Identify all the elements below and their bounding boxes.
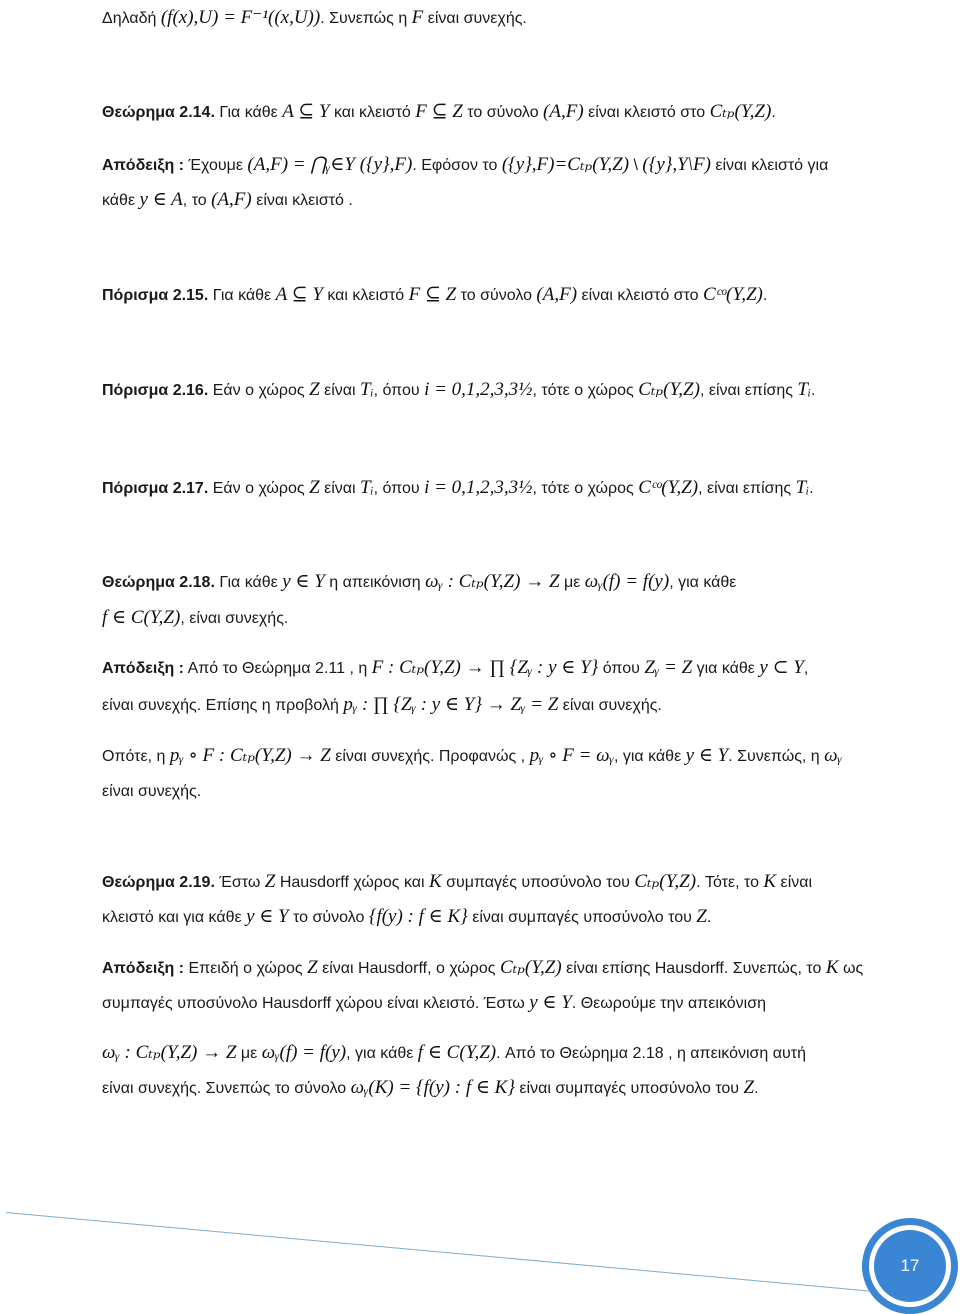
text-line xyxy=(102,285,767,306)
text-run: Επειδή ο χώρος xyxy=(184,960,308,977)
math-expression: i = 0,1,2,3,3½ xyxy=(424,379,533,400)
text-run: είναι συνεχής. xyxy=(102,783,202,800)
text-line xyxy=(102,695,662,716)
text-run: είναι κλειστό στο xyxy=(577,287,703,304)
text-run: , για κάθε xyxy=(669,574,737,591)
text-line xyxy=(102,190,353,211)
text-line xyxy=(102,8,527,29)
text-line xyxy=(102,102,776,123)
text-run: είναι συμπαγές υποσύνολο του xyxy=(514,1080,744,1097)
math-expression: (A,F) xyxy=(536,284,578,305)
math-expression: F xyxy=(411,7,424,28)
statement-heading: Απόδειξη : xyxy=(102,660,184,677)
statement-heading: Πόρισμα 2.17. xyxy=(102,480,209,497)
math-expression: F ⊆ Z xyxy=(415,101,463,122)
math-expression: y ∈ Y xyxy=(685,745,729,766)
math-expression: Z xyxy=(309,379,320,400)
math-expression: Cₜₚ(Y,Z) xyxy=(638,379,700,400)
statement-heading: Απόδειξη : xyxy=(102,157,184,174)
math-expression: Zᵧ = Z xyxy=(644,657,693,678)
text-run: Έστω xyxy=(214,874,265,891)
text-run: Από το Θεώρημα 2.11 , η xyxy=(184,660,372,677)
text-run: ως xyxy=(838,960,864,977)
text-run: . xyxy=(811,382,816,399)
text-run: είναι συνεχής. xyxy=(423,10,527,27)
math-expression: pᵧ ∘ F : Cₜₚ(Y,Z) → Z xyxy=(169,745,331,766)
text-line xyxy=(102,380,815,401)
math-expression: Z xyxy=(309,477,320,498)
text-run: . Εφόσον το xyxy=(412,157,502,174)
statement-heading: Θεώρημα 2.19. xyxy=(102,874,215,891)
text-run: , τότε ο χώρος xyxy=(532,480,639,497)
text-run: , όπου xyxy=(373,382,425,399)
text-run: είναι συνεχής. Προφανώς , xyxy=(330,748,530,765)
math-expression: Cᶜᵒ(Y,Z) xyxy=(638,477,699,498)
statement-heading: Θεώρημα 2.14. xyxy=(102,104,215,121)
text-run: , είναι επίσης xyxy=(698,480,796,497)
text-run: , xyxy=(803,660,809,677)
math-expression: ωᵧ : Cₜₚ(Y,Z) → Z xyxy=(425,571,560,592)
text-run: , για κάθε xyxy=(613,748,686,765)
text-run: είναι κλειστό στο xyxy=(583,104,710,121)
text-run: Δηλαδή xyxy=(102,10,161,27)
math-expression: ({y},F)=Cₜₚ(Y,Z) xyxy=(501,154,630,175)
math-expression: Cₜₚ(Y,Z) xyxy=(634,871,697,892)
text-line xyxy=(102,958,863,979)
math-expression: i = 0,1,2,3,3½ xyxy=(424,477,533,498)
text-line xyxy=(102,993,766,1014)
text-run: είναι συνεχής. Επίσης η προβολή xyxy=(102,697,344,714)
text-line xyxy=(102,907,711,928)
math-expression: Z xyxy=(307,957,318,978)
text-line xyxy=(102,155,828,176)
math-expression: A ⊆ Y xyxy=(282,101,330,122)
text-run: , είναι επίσης xyxy=(699,382,798,399)
text-run: με xyxy=(236,1045,262,1062)
text-run: είναι xyxy=(319,382,361,399)
math-expression: (f(x),U) = F⁻¹((x,U)) xyxy=(160,7,321,28)
statement-heading: Πόρισμα 2.16. xyxy=(102,382,209,399)
text-run: είναι xyxy=(776,874,813,891)
text-line xyxy=(102,782,201,802)
text-run: συμπαγές υποσύνολο του xyxy=(441,874,635,891)
text-run: Οπότε, η xyxy=(102,748,170,765)
text-run: Για κάθε xyxy=(208,287,276,304)
math-expression: A ⊆ Y xyxy=(275,284,323,305)
math-expression: Tᵢ xyxy=(360,477,374,498)
text-run: και κλειστό xyxy=(322,287,409,304)
math-expression: F : Cₜₚ(Y,Z) → ∏ {Zᵧ : y ∈ Y} xyxy=(371,657,599,678)
math-expression: (A,F) xyxy=(543,101,584,122)
text-line xyxy=(102,746,842,767)
math-expression: y ∈ Y xyxy=(529,992,572,1013)
math-expression: ωᵧ(f) = f(y) xyxy=(584,571,670,592)
text-run: συμπαγές υποσύνολο Hausdorff χώρου είναι κλειστό. Έστω xyxy=(102,995,530,1012)
math-expression: Z xyxy=(696,906,707,927)
text-run: και κλειστό xyxy=(329,104,416,121)
text-run: Εάν ο χώρος xyxy=(208,382,310,399)
text-line xyxy=(102,658,808,679)
math-expression: K xyxy=(825,957,839,978)
text-run: Για κάθε xyxy=(214,574,283,591)
text-run: . xyxy=(706,909,712,926)
text-run: , για κάθε xyxy=(346,1045,418,1062)
text-run: , τότε ο χώρος xyxy=(532,382,639,399)
text-run: Hausdorff χώρος και xyxy=(275,874,430,891)
statement-heading: Πόρισμα 2.15. xyxy=(102,287,209,304)
math-expression: ωᵧ(f) = f(y) xyxy=(261,1042,347,1063)
math-expression: y ⊂ Y xyxy=(759,657,804,678)
math-expression: (A,F) xyxy=(211,189,252,210)
math-expression: K xyxy=(763,871,777,892)
text-run: είναι κλειστό για xyxy=(710,157,829,174)
text-run: κλειστό και για κάθε xyxy=(102,909,247,926)
text-run: . xyxy=(754,1080,759,1097)
math-expression: f ∈ C(Y,Z) xyxy=(102,607,181,628)
text-run: είναι xyxy=(319,480,361,497)
math-expression: Tᵢ xyxy=(795,477,810,498)
text-line xyxy=(102,572,736,593)
statement-heading: Θεώρημα 2.18. xyxy=(102,574,215,591)
text-run: . Συνεπώς, η xyxy=(728,748,825,765)
math-expression: K xyxy=(429,871,442,892)
math-expression: y ∈ A xyxy=(139,189,183,210)
text-run: Έχουμε xyxy=(184,157,248,174)
math-expression: Tᵢ xyxy=(360,379,374,400)
text-run: είναι συμπαγές υποσύνολο του xyxy=(467,909,697,926)
text-run: η απεικόνιση xyxy=(324,574,426,591)
math-expression: (A,F) = ⋂ᵧ∈Y ({y},F) xyxy=(247,154,413,175)
math-expression: pᵧ : ∏ {Zᵧ : y ∈ Y} → Zᵧ = Z xyxy=(343,694,559,715)
text-run: , όπου xyxy=(373,480,425,497)
math-expression: Cᶜᵒ(Y,Z) xyxy=(702,284,763,305)
text-run: Για κάθε xyxy=(214,104,283,121)
text-run: με xyxy=(559,574,585,591)
math-expression: ωᵧ(K) = {f(y) : f ∈ K} xyxy=(350,1077,515,1098)
text-run: , είναι συνεχής. xyxy=(180,610,289,627)
text-line xyxy=(102,478,814,499)
text-run: το σύνολο xyxy=(456,287,537,304)
math-expression: ωᵧ : Cₜₚ(Y,Z) → Z xyxy=(102,1042,237,1063)
math-expression: ({y},Y\F) xyxy=(642,154,711,175)
text-run: το σύνολο xyxy=(462,104,544,121)
math-expression: y ∈ Y xyxy=(282,571,325,592)
text-line xyxy=(102,1078,759,1099)
math-expression: ωᵧ xyxy=(824,745,842,766)
math-expression: F ⊆ Z xyxy=(408,284,457,305)
text-line xyxy=(102,872,812,893)
math-expression: f ∈ C(Y,Z) xyxy=(417,1042,497,1063)
page-number: 17 xyxy=(900,1256,920,1275)
math-expression: pᵧ ∘ F = ωᵧ xyxy=(529,745,614,766)
text-run: , το xyxy=(182,192,212,209)
text-run: . Τότε, το xyxy=(696,874,764,891)
math-expression: {f(y) : f ∈ K} xyxy=(368,906,468,927)
footer-divider xyxy=(6,1212,882,1293)
math-expression: Z xyxy=(264,871,276,892)
text-run: . Από το Θεώρημα 2.18 , η απεικόνιση αυτή xyxy=(496,1045,806,1062)
text-run: Εάν ο χώρος xyxy=(208,480,310,497)
text-run: είναι συνεχής. xyxy=(558,697,662,714)
text-run: είναι κλειστό . xyxy=(251,192,353,209)
statement-heading: Απόδειξη : xyxy=(102,960,184,977)
math-expression: Tᵢ xyxy=(797,379,811,400)
text-run: όπου xyxy=(598,660,645,677)
text-run: . xyxy=(809,480,814,497)
text-run: \ xyxy=(629,157,643,174)
math-expression: Cₜₚ(Y,Z) xyxy=(499,957,562,978)
text-run: το σύνολο xyxy=(288,909,369,926)
text-run: . Συνεπώς η xyxy=(320,10,412,27)
text-run: είναι συνεχής. Συνεπώς το σύνολο xyxy=(102,1080,351,1097)
page-number-badge-inner xyxy=(874,1230,946,1302)
text-run: . xyxy=(771,104,776,121)
math-expression: Z xyxy=(743,1077,755,1098)
text-run: . xyxy=(762,287,768,304)
text-line xyxy=(102,1043,806,1064)
text-line xyxy=(102,608,288,629)
math-expression: y ∈ Y xyxy=(246,906,289,927)
text-run: . Θεωρούμε την απεικόνιση xyxy=(571,995,766,1012)
math-expression: Cₜₚ(Y,Z) xyxy=(709,101,772,122)
text-run: είναι Hausdorff, ο χώρος xyxy=(317,960,500,977)
text-run: κάθε xyxy=(102,192,140,209)
text-run: είναι επίσης Hausdorff. Συνεπώς, το xyxy=(561,960,826,977)
text-run: για κάθε xyxy=(692,660,760,677)
